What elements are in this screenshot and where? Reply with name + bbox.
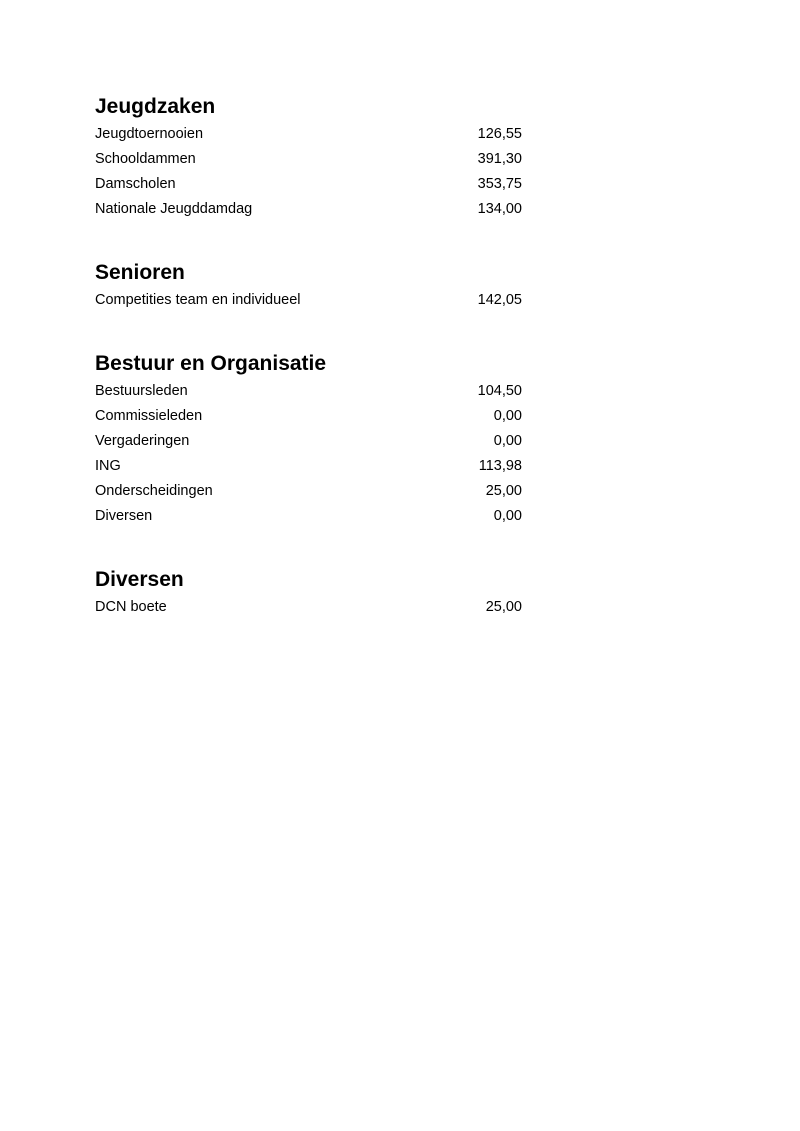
- list-item: [95, 197, 522, 222]
- section-spacer: [95, 313, 522, 349]
- item-label: Onderscheidingen: [95, 483, 213, 499]
- list-item: [95, 379, 522, 404]
- item-label: Jeugdtoernooien: [95, 126, 204, 142]
- item-amount: 126,55: [477, 126, 522, 142]
- list-item: [95, 288, 522, 313]
- item-amount: 0,00: [493, 508, 522, 524]
- list-item: [95, 479, 522, 504]
- item-label: Commissieleden: [95, 408, 203, 424]
- list-item: [95, 404, 522, 429]
- list-item: [95, 147, 522, 172]
- list-item: [95, 122, 522, 147]
- section-title: Diversen: [95, 568, 184, 591]
- item-label: Nationale Jeugddamdag: [95, 201, 253, 217]
- section-title: Bestuur en Organisatie: [95, 352, 327, 375]
- item-label: Bestuursleden: [95, 383, 188, 399]
- expense-list: [95, 92, 522, 620]
- item-amount: 25,00: [485, 483, 522, 499]
- list-item: [95, 454, 522, 479]
- list-item: [95, 429, 522, 454]
- section-senioren: [95, 258, 522, 313]
- item-label: Vergaderingen: [95, 433, 190, 449]
- section-jeugdzaken: [95, 92, 522, 222]
- item-amount: 0,00: [493, 433, 522, 449]
- list-item: [95, 504, 522, 529]
- section-diversen: [95, 565, 522, 620]
- item-label: Competities team en individueel: [95, 292, 301, 308]
- item-label: Diversen: [95, 508, 153, 524]
- item-amount: 142,05: [477, 292, 522, 308]
- section-title: Jeugdzaken: [95, 95, 216, 118]
- section-spacer: [95, 222, 522, 258]
- item-amount: 353,75: [477, 176, 522, 192]
- item-amount: 391,30: [477, 151, 522, 167]
- item-amount: 104,50: [477, 383, 522, 399]
- item-label: Schooldammen: [95, 151, 196, 167]
- item-amount: 0,00: [493, 408, 522, 424]
- section-title: Senioren: [95, 261, 185, 284]
- item-amount: 113,98: [478, 458, 522, 474]
- section-spacer: [95, 529, 522, 565]
- list-item: [95, 172, 522, 197]
- item-label: ING: [95, 458, 121, 474]
- list-item: [95, 595, 522, 620]
- item-label: Damscholen: [95, 176, 176, 192]
- section-bestuur-en-organisatie: [95, 349, 522, 529]
- item-amount: 25,00: [485, 599, 522, 615]
- item-label: DCN boete: [95, 599, 167, 615]
- item-amount: 134,00: [477, 201, 522, 217]
